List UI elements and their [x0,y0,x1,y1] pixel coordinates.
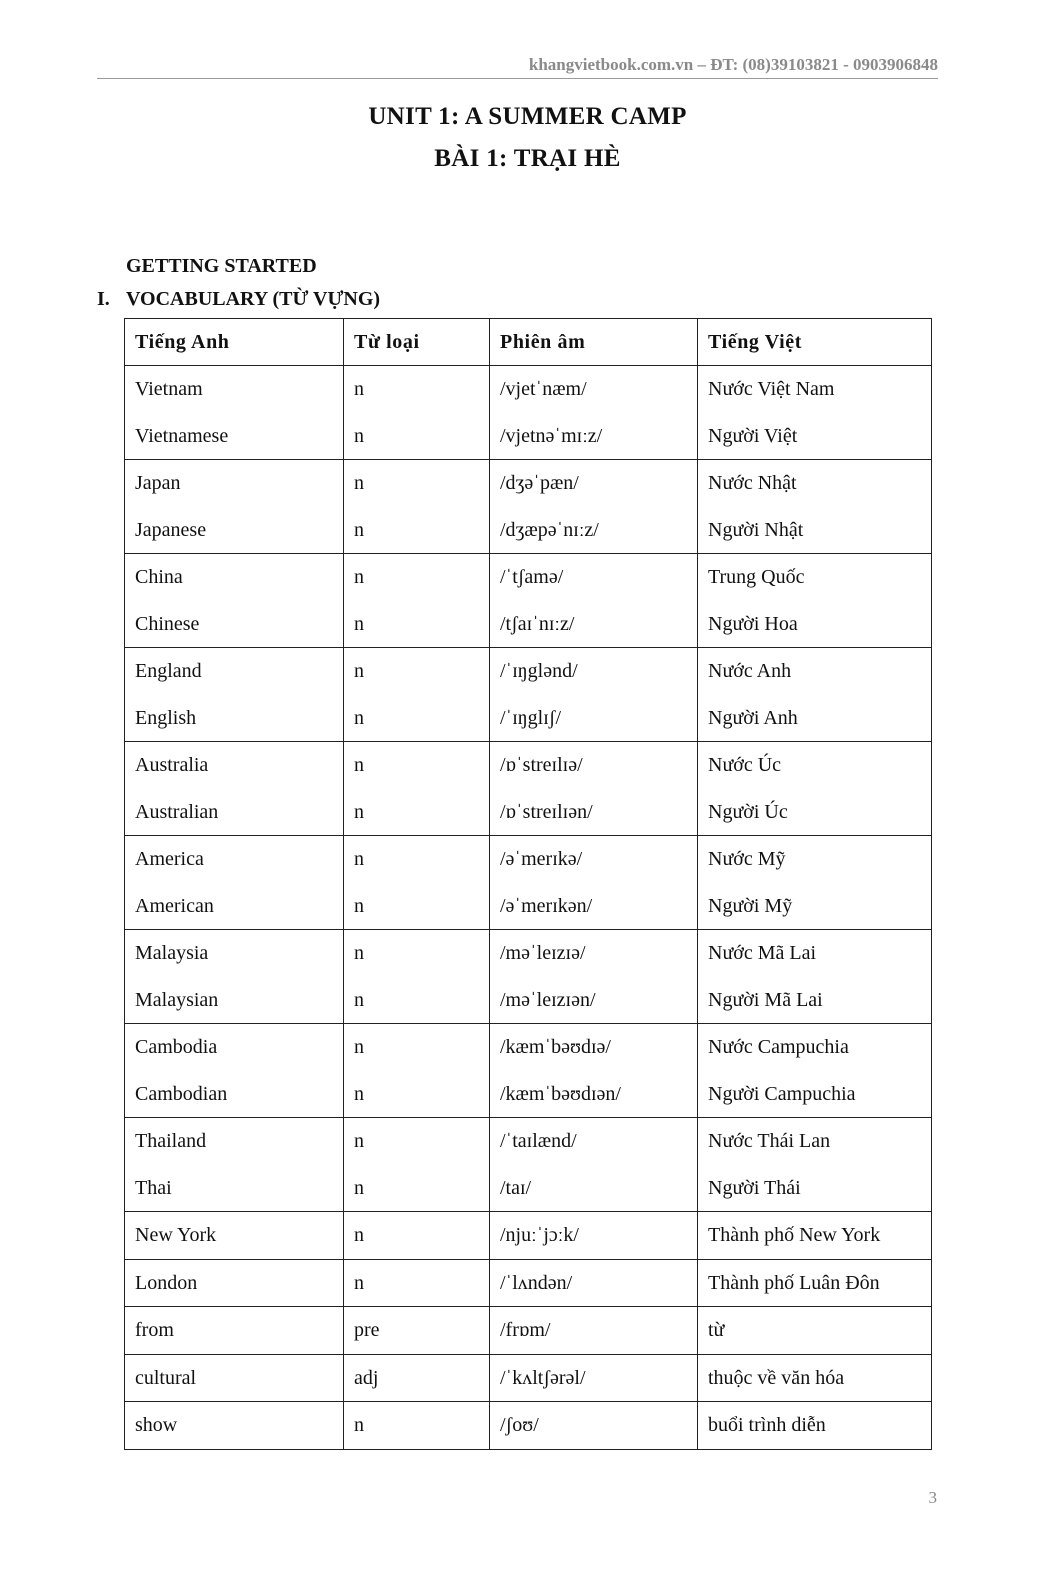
cell-english-text: Malaysian [135,988,219,1011]
cell-english-text: New York [135,1224,217,1246]
cell-word-type-text: n [354,800,364,823]
cell-word-type [344,1024,490,1118]
table-row [125,648,932,742]
cell-word-type-text: n [354,472,364,494]
cell-phonetic [490,836,698,930]
cell-vietnamese [698,1212,932,1260]
section-vocabulary-title: VOCABULARY (TỪ VỰNG) [126,288,381,310]
table-header-row [125,319,932,366]
table-row [125,1259,932,1307]
cell-vietnamese-text: Nước Campuchia [708,1036,849,1058]
cell-vietnamese-text: buổi trình diễn [708,1414,826,1436]
cell-english [125,930,344,1024]
cell-vietnamese-text: thuộc về văn hóa [708,1366,845,1389]
cell-vietnamese [698,1307,932,1355]
cell-vietnamese-text: Nước Việt Nam [708,378,835,400]
cell-phonetic-text: /frɒm/ [500,1319,551,1341]
cell-english [125,554,344,648]
cell-english-text: America [135,848,204,870]
section-number: I. [97,288,110,310]
cell-english-text: cultural [135,1366,197,1389]
cell-word-type [344,930,490,1024]
cell-phonetic [490,648,698,742]
cell-phonetic-text: /ˈɪŋglɪʃ/ [500,706,561,729]
column-header-phonetic: Phiên âm [490,319,698,366]
cell-english [125,1402,344,1450]
cell-vietnamese [698,1118,932,1212]
table-row [125,366,932,460]
cell-vietnamese [698,554,932,648]
table-row [125,1402,932,1450]
cell-english [125,1354,344,1402]
cell-english-text: Japanese [135,518,207,541]
table-row [125,1212,932,1260]
cell-vietnamese [698,1024,932,1118]
cell-word-type-text: n [354,1224,364,1246]
cell-english-text: Cambodian [135,1082,228,1105]
cell-word-type-text: n [354,518,364,541]
cell-phonetic-text: /dʒæpəˈnɪːz/ [500,518,599,541]
cell-english [125,1212,344,1260]
cell-english-text: American [135,894,214,917]
cell-english-text: Australia [135,754,209,776]
cell-vietnamese-text: Thành phố Luân Đôn [708,1271,880,1294]
cell-vietnamese-text: Trung Quốc [708,566,805,588]
cell-phonetic-text: /ɒˈstreɪlɪən/ [500,800,593,823]
cell-word-type [344,742,490,836]
table-row [125,742,932,836]
cell-word-type-text: n [354,1082,364,1105]
cell-word-type-text: pre [354,1319,380,1341]
cell-english [125,742,344,836]
cell-vietnamese-text: Thành phố New York [708,1224,881,1246]
cell-vietnamese-text: Nước Nhật [708,472,797,494]
table-row [125,460,932,554]
cell-english-text: Malaysia [135,942,209,964]
cell-english [125,648,344,742]
cell-phonetic-text: /ˈtaɪlænd/ [500,1130,577,1152]
cell-english-text: Japan [135,472,181,494]
cell-phonetic-text: /ɒˈstreɪlɪə/ [500,754,583,776]
cell-english [125,1024,344,1118]
cell-phonetic-text: /vjetˈnæm/ [500,378,587,400]
cell-vietnamese-text: Nước Anh [708,660,792,682]
cell-vietnamese [698,648,932,742]
cell-word-type-text: n [354,1130,364,1152]
cell-word-type-text: n [354,894,364,917]
cell-phonetic [490,366,698,460]
cell-phonetic [490,742,698,836]
cell-word-type-text: n [354,848,364,870]
cell-word-type-text: n [354,942,364,964]
cell-phonetic-text: /tʃaɪˈnɪːz/ [500,612,575,635]
cell-phonetic-text: /njuːˈjɔːk/ [500,1224,579,1246]
section-vocabulary [97,288,380,311]
cell-word-type-text: n [354,754,364,776]
cell-word-type [344,1118,490,1212]
cell-word-type [344,1307,490,1355]
cell-word-type-text: n [354,660,364,682]
page-number: 3 [928,1488,937,1507]
cell-vietnamese-text: Người Nhật [708,518,804,541]
cell-word-type-text: n [354,706,364,729]
cell-vietnamese [698,366,932,460]
cell-english-text: English [135,706,197,729]
cell-vietnamese [698,742,932,836]
cell-english-text: England [135,660,202,682]
cell-phonetic [490,1259,698,1307]
cell-phonetic-text: /əˈmerɪkən/ [500,894,593,917]
cell-english-text: Chinese [135,612,200,635]
cell-phonetic [490,1307,698,1355]
cell-phonetic-text: /kæmˈbəʊdɪən/ [500,1082,621,1105]
cell-word-type-text: n [354,1271,364,1294]
unit-title: UNIT 1: A SUMMER CAMP [368,103,687,130]
cell-vietnamese-text: từ [708,1319,725,1341]
header-divider [97,78,938,79]
cell-vietnamese [698,1402,932,1450]
cell-word-type-text: n [354,1036,364,1058]
cell-vietnamese [698,1259,932,1307]
cell-english-text: Thai [135,1176,172,1199]
cell-english [125,366,344,460]
table-row [125,1307,932,1355]
cell-word-type-text: n [354,1176,364,1199]
cell-vietnamese-text: Người Úc [708,800,788,823]
cell-vietnamese-text: Nước Mỹ [708,848,786,870]
cell-phonetic-text: /məˈleɪzɪə/ [500,942,586,964]
cell-phonetic-text: /ˈɪŋglənd/ [500,660,578,682]
cell-phonetic [490,1354,698,1402]
vocabulary-table [124,318,932,1450]
cell-english-text: Thailand [135,1130,207,1152]
cell-english-text: London [135,1271,198,1294]
cell-phonetic [490,1212,698,1260]
cell-vietnamese-text: Nước Thái Lan [708,1130,831,1152]
cell-english-text: from [135,1319,174,1341]
cell-phonetic-text: /ˈkʌltʃərəl/ [500,1366,586,1389]
cell-vietnamese-text: Người Mỹ [708,894,793,917]
column-header-word-type: Từ loại [344,319,490,366]
cell-english [125,836,344,930]
cell-vietnamese-text: Người Anh [708,706,798,729]
cell-word-type-text: n [354,566,364,588]
cell-phonetic [490,1118,698,1212]
cell-vietnamese [698,836,932,930]
cell-vietnamese-text: Nước Mã Lai [708,942,817,964]
cell-word-type-text: n [354,1414,364,1436]
cell-word-type [344,836,490,930]
cell-phonetic [490,930,698,1024]
cell-phonetic [490,1024,698,1118]
table-row [125,930,932,1024]
cell-phonetic [490,460,698,554]
cell-word-type [344,554,490,648]
cell-word-type-text: n [354,612,364,635]
cell-word-type [344,648,490,742]
cell-phonetic [490,554,698,648]
cell-vietnamese-text: Người Việt [708,424,798,447]
cell-english-text: Australian [135,800,219,823]
cell-phonetic [490,1402,698,1450]
cell-english-text: China [135,566,183,588]
column-header-vietnamese: Tiếng Việt [698,319,932,366]
cell-phonetic-text: /məˈleɪzɪən/ [500,988,596,1011]
cell-word-type-text: n [354,424,364,447]
cell-english [125,1259,344,1307]
cell-phonetic-text: /dʒəˈpæn/ [500,472,579,494]
cell-english-text: Cambodia [135,1036,218,1058]
cell-word-type [344,1259,490,1307]
column-header-english: Tiếng Anh [125,319,344,366]
cell-phonetic-text: /vjetnəˈmɪːz/ [500,424,603,447]
cell-vietnamese-text: Nước Úc [708,754,782,776]
table-body [125,366,932,1450]
cell-english [125,1307,344,1355]
table-row [125,1118,932,1212]
cell-phonetic-text: /əˈmerɪkə/ [500,848,583,870]
cell-phonetic-text: /kæmˈbəʊdɪə/ [500,1036,611,1058]
cell-phonetic-text: /ˈlʌndən/ [500,1271,573,1294]
cell-phonetic-text: /ˈtʃamə/ [500,566,564,588]
cell-word-type-text: adj [354,1366,379,1389]
cell-word-type [344,1354,490,1402]
table-row [125,1024,932,1118]
table-row [125,1354,932,1402]
cell-vietnamese [698,1354,932,1402]
table-row [125,836,932,930]
cell-word-type [344,460,490,554]
cell-word-type [344,366,490,460]
cell-vietnamese [698,460,932,554]
cell-english-text: show [135,1414,178,1436]
cell-word-type-text: n [354,378,364,400]
cell-vietnamese-text: Người Hoa [708,612,798,635]
cell-vietnamese-text: Người Campuchia [708,1082,856,1105]
cell-vietnamese-text: Người Thái [708,1176,801,1199]
cell-word-type [344,1212,490,1260]
cell-english-text: Vietnamese [135,424,229,447]
cell-english-text: Vietnam [135,378,203,400]
section-getting-started: GETTING STARTED [126,255,317,277]
cell-vietnamese-text: Người Mã Lai [708,988,823,1011]
header-site-info: khangvietbook.com.vn – ĐT: (08)39103821 - 0903906848 [528,55,938,74]
table-row [125,554,932,648]
cell-english [125,460,344,554]
cell-phonetic-text: /ʃoʊ/ [500,1414,539,1436]
cell-word-type [344,1402,490,1450]
lesson-title: BÀI 1: TRẠI HÈ [434,145,621,172]
cell-word-type-text: n [354,988,364,1011]
cell-english [125,1118,344,1212]
cell-phonetic-text: /taɪ/ [500,1176,532,1199]
cell-vietnamese [698,930,932,1024]
